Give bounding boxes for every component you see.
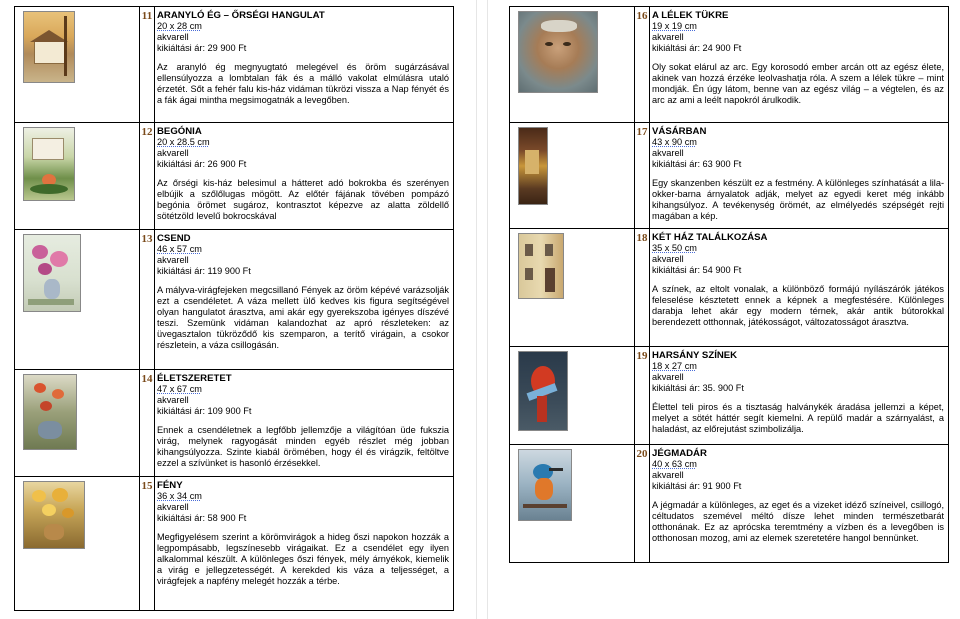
item-details <box>650 445 949 563</box>
item-details <box>155 370 454 477</box>
item-medium: akvarell <box>157 148 189 158</box>
item-price: kikiáltási ár: 54 900 Ft <box>652 265 742 275</box>
item-number: 15 <box>140 477 155 611</box>
item-medium: akvarell <box>157 395 189 405</box>
catalog-row <box>510 229 949 347</box>
image-cell <box>15 230 140 370</box>
item-size: 40 x 63 cm <box>652 459 697 469</box>
painting-village-house-thumbnail[interactable] <box>23 11 75 83</box>
item-size: 20 x 28.5 cm <box>157 137 210 147</box>
item-size: 46 x 57 cm <box>157 244 202 254</box>
item-number: 18 <box>635 229 650 347</box>
item-title: FÉNY <box>157 480 183 491</box>
item-price: kikiáltási ár: 29 900 Ft <box>157 43 247 53</box>
item-title: BEGÓNIA <box>157 126 202 137</box>
catalog-row <box>15 477 454 611</box>
item-price: kikiáltási ár: 109 900 Ft <box>157 406 252 416</box>
item-details <box>650 229 949 347</box>
catalog-row <box>15 123 454 230</box>
item-medium: akvarell <box>652 254 684 264</box>
catalog-table-left <box>14 6 454 611</box>
item-number: 12 <box>140 123 155 230</box>
catalog-page-left <box>14 6 454 616</box>
image-cell <box>15 477 140 611</box>
item-description: Az őrségi kis-ház belesimul a hátteret adó bokrokba és szerényen elbújik a szőlőlugas mögött. Az előtér fájának tövében pompázó begónia örömet sugároz, kontrasztot képezve az alatta zöldellő sötétzöld levelű bokrocskával <box>157 178 449 221</box>
catalog-row <box>510 123 949 229</box>
item-details <box>155 230 454 370</box>
painting-portrait-thumbnail[interactable] <box>518 11 598 93</box>
catalog-row <box>510 7 949 123</box>
item-description: Ennek a csendéletnek a legfőbb jellemzője a világítóan üde fukszia virág, melynek ragyogását minden egyéb részlet még jobban kihangsúlyozza. Szinte kiabál örömében, hogy él és virágzik, feltöltve ezzel a szívünket is hasonló érzésekkel. <box>157 425 449 468</box>
catalog-row <box>15 230 454 370</box>
item-size: 20 x 28 cm <box>157 21 202 31</box>
image-cell <box>510 123 635 229</box>
image-cell <box>510 229 635 347</box>
item-description: A színek, az eltolt vonalak, a különböző formájú nyílászárók játékos feleselése késztetett ennek a képnek a megfestésére. Különleges darabja lehet akár egy modern térnek, akár antik bútorokkal berendezett otthonnak, játékosságot, változatosságot árasztva. <box>652 284 944 327</box>
image-cell <box>15 7 140 123</box>
item-size: 43 x 90 cm <box>652 137 697 147</box>
item-medium: akvarell <box>652 148 684 158</box>
painting-marigold-thumbnail[interactable] <box>23 481 85 549</box>
item-size: 36 x 34 cm <box>157 491 202 501</box>
image-cell <box>510 347 635 445</box>
item-description: Az aranyló ég megnyugtató melegével és öröm sugárzásával ellensúlyozza a lombtalan fák és a málló vakolat elmúlásra utaló érzetét. Sőt a fehér falu kis-ház vidáman tükrözi vissza a Nap fényét és a fák ágai mintha megsimogatnák a levegőben. <box>157 62 449 105</box>
item-description: A mályva-virágfejeken megcsillanó Fények az öröm képévé varázsolják ezt a csendéletet. A váza mellett ülő kedves kis figura segítségével olyan hangulatot árasztva, ami akár egy gyerekszoba igényes díszévé teszi. Szemünk vidáman kalandozhat az apró részleteken: az üvegasztalon tükröződő kis szemparon, a terítő virágain, a csokor részletein, a váza csillogásán. <box>157 285 449 350</box>
item-number: 17 <box>635 123 650 229</box>
item-price: kikiáltási ár: 91 900 Ft <box>652 481 742 491</box>
item-medium: akvarell <box>157 32 189 42</box>
item-details <box>650 123 949 229</box>
item-title: CSEND <box>157 233 191 244</box>
item-size: 47 x 67 cm <box>157 384 202 394</box>
item-details <box>650 347 949 445</box>
painting-fuchsia-thumbnail[interactable] <box>23 374 77 450</box>
catalog-row <box>15 7 454 123</box>
item-description: Élettel teli piros és a tisztaság halványkék áradása jellemzi a képet, melyet a sötét háttér segít kiemelni. A repülő madár a szárnyalást, a haladást, az előrejutást szimbolizálja. <box>652 402 944 434</box>
item-number: 14 <box>140 370 155 477</box>
item-title: ÉLETSZERETET <box>157 373 232 384</box>
item-number: 20 <box>635 445 650 563</box>
painting-kingfisher-thumbnail[interactable] <box>518 449 572 521</box>
item-details <box>650 7 949 123</box>
item-price: kikiáltási ár: 35. 900 Ft <box>652 383 744 393</box>
item-price: kikiáltási ár: 119 900 Ft <box>157 266 251 276</box>
item-size: 19 x 19 cm <box>652 21 697 31</box>
item-number: 16 <box>635 7 650 123</box>
item-title: ARANYLÓ ÉG – ŐRSÉGI HANGULAT <box>157 10 325 21</box>
page-gutter <box>476 0 488 619</box>
item-medium: akvarell <box>652 32 684 42</box>
item-title: VÁSÁRBAN <box>652 126 707 137</box>
item-medium: akvarell <box>157 255 189 265</box>
painting-parrot-thumbnail[interactable] <box>518 351 568 431</box>
item-size: 18 x 27 cm <box>652 361 697 371</box>
item-price: kikiáltási ár: 58 900 Ft <box>157 513 247 523</box>
item-title: KÉT HÁZ TALÁLKOZÁSA <box>652 232 768 243</box>
item-medium: akvarell <box>652 372 684 382</box>
item-price: kikiáltási ár: 26 900 Ft <box>157 159 247 169</box>
image-cell <box>15 123 140 230</box>
image-cell <box>15 370 140 477</box>
item-price: kikiáltási ár: 24 900 Ft <box>652 43 742 53</box>
item-title: JÉGMADÁR <box>652 448 707 459</box>
item-number: 19 <box>635 347 650 445</box>
image-cell <box>510 445 635 563</box>
item-description: Megfigyelésem szerint a körömvirágok a hideg őszi napokon hozzák a legpompásabb, legszínesebb virágaikat. Ez a csendélet egy ilyen alkalommal készült. A különleges őszi fények, mély árnyékok, kiemelik a virág e jellegzetességét. A kerekded kis váza a teljességet, a virágfejek a napfény melegét hozzák a térbe. <box>157 532 449 586</box>
image-cell <box>510 7 635 123</box>
painting-begonia-thumbnail[interactable] <box>23 127 75 201</box>
item-details <box>155 477 454 611</box>
painting-market-thumbnail[interactable] <box>518 127 548 205</box>
item-number: 13 <box>140 230 155 370</box>
painting-two-houses-thumbnail[interactable] <box>518 233 564 299</box>
item-number: 11 <box>140 7 155 123</box>
item-details <box>155 7 454 123</box>
catalog-row <box>15 370 454 477</box>
item-title: HARSÁNY SZÍNEK <box>652 350 738 361</box>
painting-flowers-vase-thumbnail[interactable] <box>23 234 81 312</box>
catalog-row <box>510 445 949 563</box>
item-size: 35 x 50 cm <box>652 243 697 253</box>
catalog-page-right <box>509 6 949 616</box>
item-description: Egy skanzenben készült ez a festmény. A különleges színhatását a lila-okker-barna árnyalatok adják, melyet az egyedi keret még inkább kihangsúlyoz. A tevékenység örömét, az elmélyedés szépségét rejti magában a kép. <box>652 178 944 221</box>
item-price: kikiáltási ár: 63 900 Ft <box>652 159 742 169</box>
item-title: A LÉLEK TÜKRE <box>652 10 729 21</box>
item-description: A jégmadár a különleges, az eget és a vizeket idéző színeivel, csillogó, céltudatos szemével méltó dísze lehet minden természetbarát otthonának. Ez az aprócska teremtmény a vízben és a levegőben is otthonosan mozog, ami az elemek szeretetére hangol bennünket. <box>652 500 944 543</box>
item-details <box>155 123 454 230</box>
item-medium: akvarell <box>652 470 684 480</box>
item-description: Oly sokat elárul az arc. Egy korosodó ember arcán ott az egész élete, akinek van hozzá érzéke leolvashatja róla. A szem a lélek tükre – mint mondják. Én úgy látom, benne van az egész világ – a végtelen, és az arc az ami a leélt napokról árulkodik. <box>652 62 944 105</box>
item-medium: akvarell <box>157 502 189 512</box>
catalog-row <box>510 347 949 445</box>
catalog-table-right <box>509 6 949 563</box>
